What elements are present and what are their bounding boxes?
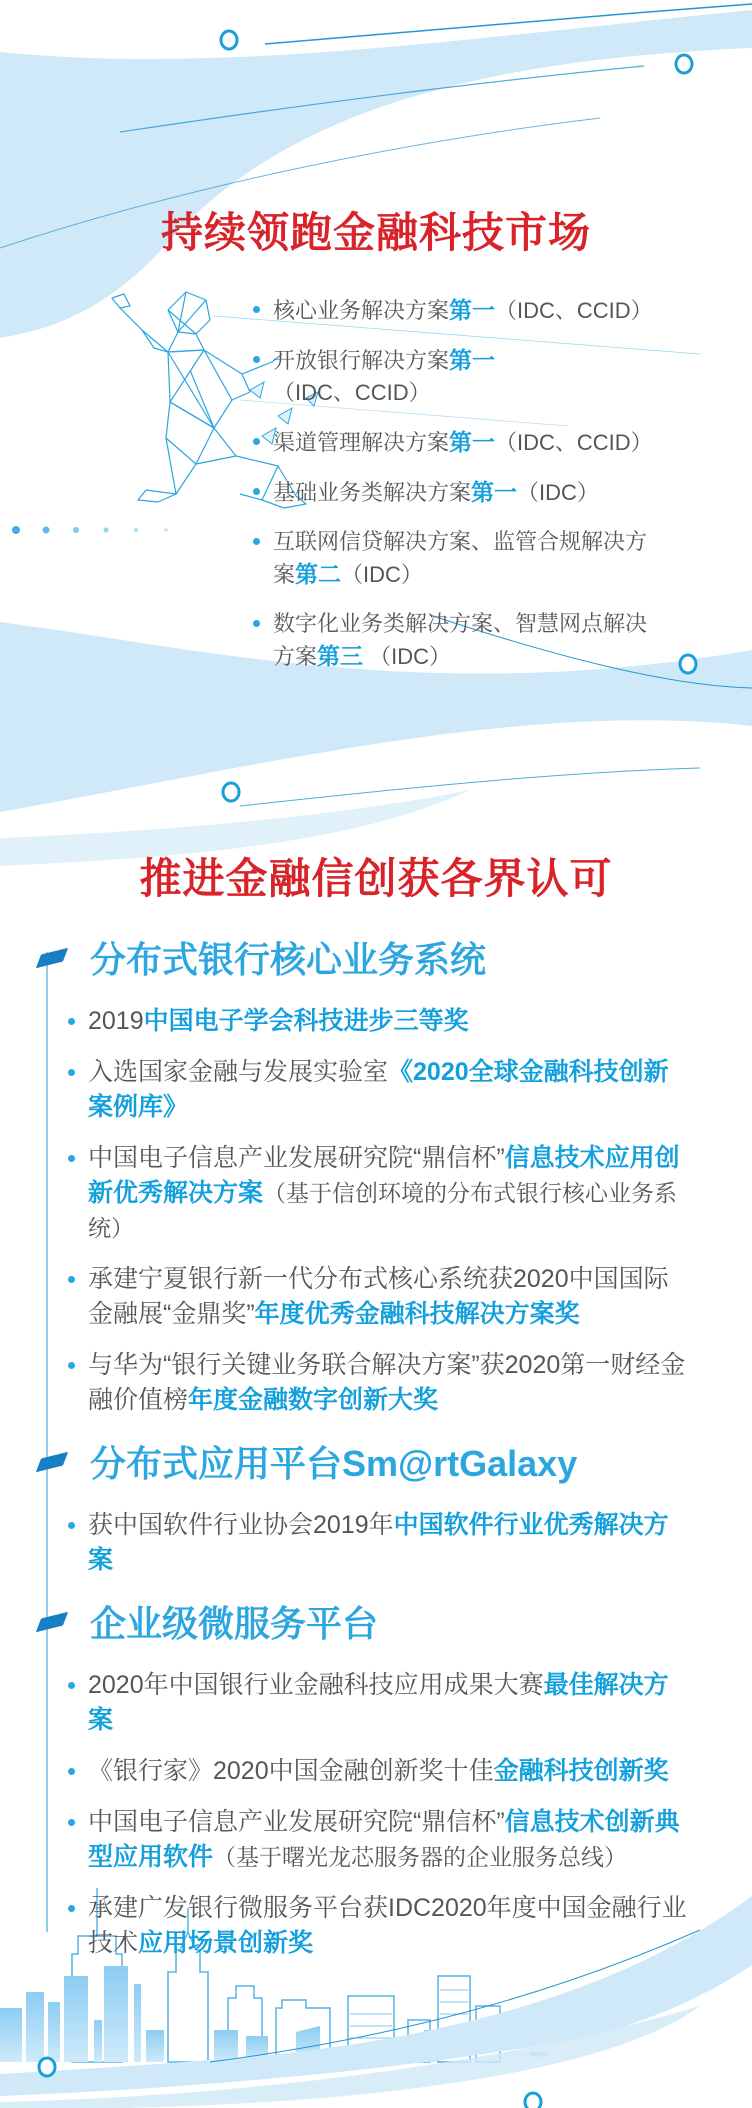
market-rank-item (253, 294, 653, 327)
rank-source: （IDC） (341, 562, 423, 587)
bullet-dot-icon (68, 1276, 75, 1283)
market-rank-item (253, 608, 653, 673)
award-text-segment: 信息技术应用创新优秀解决方案 (88, 1144, 680, 1207)
award-text-segment: 中国电子信息产业发展研究院“鼎信杯” (88, 1144, 505, 1172)
rank-item-text: 数字化业务类解决方案、智慧网点解决方案第三 （IDC） (273, 611, 648, 669)
bullet-dot-icon (253, 488, 260, 495)
recognition-groups (0, 938, 752, 1977)
award-text-segment: 中国电子信息产业发展研究院“鼎信杯” (88, 1808, 505, 1836)
award-item-text (88, 1757, 669, 1785)
award-text-segment: 年度金融数字创新大奖 (188, 1386, 439, 1414)
award-text-segment: 《银行家》2020中国金融创新奖十佳 (88, 1757, 494, 1785)
award-list (0, 1508, 752, 1578)
award-item-text (88, 1144, 680, 1242)
award-item (88, 1348, 688, 1418)
award-item-text (88, 1058, 669, 1121)
rank-source: （IDC） (363, 644, 452, 669)
bullet-dot-icon (68, 1522, 75, 1529)
flag-marker-icon (36, 1612, 68, 1632)
rank-source: （IDC） (517, 480, 599, 505)
rank-source: （IDC、CCID） (495, 430, 653, 455)
award-item-text (88, 1894, 687, 1957)
bullet-dot-icon (68, 1819, 75, 1826)
award-text-segment: （基于曙光龙芯服务器的企业服务总线） (213, 1844, 628, 1870)
section2-title: 推进金融信创获各界认可 (139, 855, 613, 902)
award-list (0, 1004, 752, 1418)
award-item (88, 1805, 688, 1875)
award-text-segment: （基于信创环境的分布式银行核心业务系统） (88, 1180, 678, 1241)
dotted-trail-icon (12, 526, 168, 534)
award-text-segment: 2019 (88, 1007, 144, 1035)
award-item (88, 1668, 688, 1738)
bullet-dot-icon (253, 620, 260, 627)
award-item-text (88, 1671, 669, 1734)
market-rank-item (253, 476, 653, 509)
award-text-segment: 《2020全球金融科技创新案例库》 (88, 1058, 669, 1121)
award-item-text (88, 1351, 685, 1414)
rank-item-text: 基础业务类解决方案第一（IDC） (273, 479, 599, 505)
bullet-dot-icon (68, 1768, 75, 1775)
award-text-segment: 年度优秀金融科技解决方案奖 (254, 1300, 580, 1328)
rank-highlight: 第三 (317, 643, 364, 669)
rank-highlight: 第二 (295, 561, 342, 587)
rank-highlight: 第一 (449, 429, 496, 455)
award-text-segment: 应用场景创新奖 (138, 1929, 314, 1957)
award-group-heading-text: 分布式银行核心业务系统 (90, 939, 487, 980)
award-text-segment: 承建宁夏银行新一代分布式核心系统获2020中国国际金融展“金鼎奖” (88, 1265, 669, 1328)
award-item-text (88, 1265, 669, 1328)
award-text-segment: 承建广发银行微服务平台获IDC2020年度中国金融行业技术 (88, 1894, 687, 1957)
award-group-heading-text: 企业级微服务平台 (90, 1603, 379, 1644)
award-item-text (88, 1007, 469, 1035)
award-group-heading (90, 1442, 752, 1486)
award-group-heading (90, 938, 752, 982)
award-item (88, 1141, 688, 1246)
award-item (88, 1055, 688, 1125)
bullet-dot-icon (68, 1682, 75, 1689)
bullet-dot-icon (68, 1905, 75, 1912)
award-text-segment: 获中国软件行业协会2019年 (88, 1511, 394, 1539)
award-item (88, 1754, 688, 1789)
rank-item-text: 互联网信贷解决方案、监管合规解决方案第二（IDC） (273, 529, 648, 587)
award-group (0, 1602, 752, 1961)
bullet-dot-icon (253, 306, 260, 313)
rank-source: （IDC、CCID） (273, 380, 431, 405)
award-item-text (88, 1511, 669, 1574)
bullet-dot-icon (68, 1362, 75, 1369)
market-rank-list (253, 294, 655, 690)
rank-highlight: 第一 (449, 347, 496, 373)
award-group-heading (90, 1602, 752, 1646)
bullet-dot-icon (253, 538, 260, 545)
award-text-segment: 2020年中国银行业金融科技应用成果大赛 (88, 1671, 544, 1699)
bullet-dot-icon (253, 356, 260, 363)
award-text-segment: 与华为“银行关键业务联合解决方案”获2020第一财经金融价值榜 (88, 1351, 686, 1414)
award-group (0, 938, 752, 1418)
award-text-segment: 入选国家金融与发展实验室 (88, 1058, 389, 1086)
award-group (0, 1442, 752, 1578)
award-list (0, 1668, 752, 1961)
award-text-segment: 中国电子学会科技进步三等奖 (143, 1007, 469, 1035)
award-item (88, 1508, 688, 1578)
section1-title: 持续领跑金融科技市场 (160, 209, 591, 256)
flag-marker-icon (36, 948, 68, 968)
flag-marker-icon (36, 1452, 68, 1472)
award-text-segment: 信息技术创新典型应用软件 (88, 1808, 680, 1871)
bullet-dot-icon (68, 1155, 75, 1162)
award-text-segment: 中国软件行业优秀解决方案 (88, 1511, 669, 1574)
rank-item-text: 核心业务解决方案第一（IDC、CCID） (273, 297, 653, 323)
rank-item-text: 渠道管理解决方案第一（IDC、CCID） (273, 429, 653, 455)
award-item-text (88, 1808, 680, 1871)
rank-source: （IDC、CCID） (495, 298, 653, 323)
award-text-segment: 最佳解决方案 (88, 1671, 669, 1734)
award-text-segment: 金融科技创新奖 (493, 1757, 669, 1785)
market-rank-item (253, 344, 653, 409)
market-rank-item (253, 426, 653, 459)
bullet-dot-icon (253, 438, 260, 445)
award-group-heading-text: 分布式应用平台Sm@rtGalaxy (90, 1443, 578, 1484)
bullet-dot-icon (68, 1069, 75, 1076)
award-item (88, 1004, 688, 1039)
rank-item-text: 开放银行解决方案第一 （IDC、CCID） (273, 347, 496, 405)
award-item (88, 1891, 688, 1961)
rank-highlight: 第一 (449, 297, 496, 323)
market-rank-item (253, 526, 653, 591)
rank-highlight: 第一 (471, 479, 518, 505)
award-item (88, 1262, 688, 1332)
bullet-dot-icon (68, 1018, 75, 1025)
